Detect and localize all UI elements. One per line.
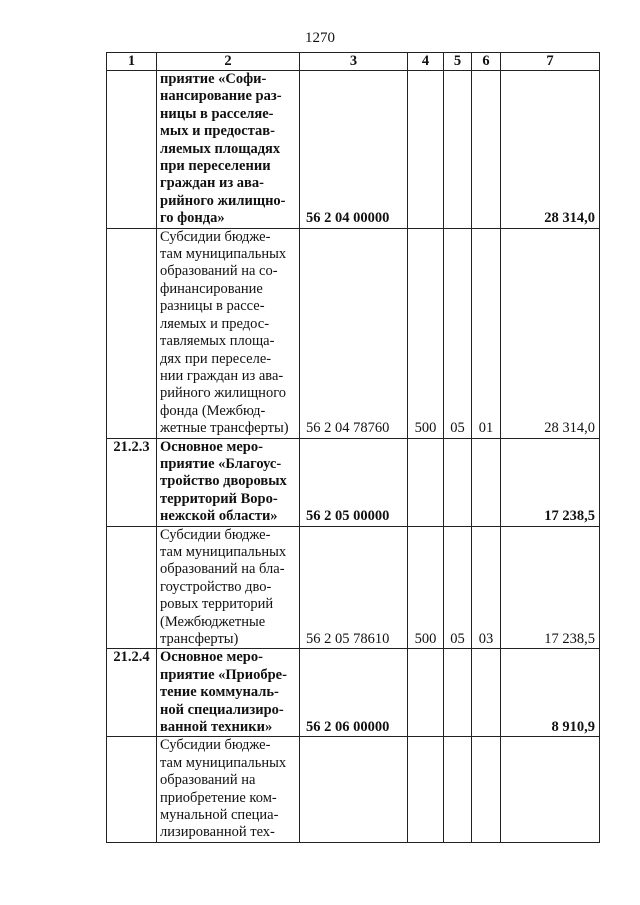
row-name-line: (Межбюджетные <box>160 613 266 630</box>
row-name-line: Основное меро- <box>160 649 263 666</box>
row-name-cell <box>157 737 300 842</box>
row-name-line: нежской области» <box>160 508 278 525</box>
row-name-line: фонда (Межбюд- <box>160 402 266 419</box>
header-col-3: 3 <box>300 53 408 71</box>
row-name-line: ной специализиро- <box>160 701 284 718</box>
row-name-line: лизированной тех- <box>160 824 275 841</box>
row-number-cell <box>107 737 157 842</box>
row-col4-cell <box>408 438 444 526</box>
row-code-cell: 56 2 06 00000 <box>300 649 408 737</box>
row-name-line: приятие «Благоус- <box>160 455 282 472</box>
row-name-line: при переселении <box>160 158 271 175</box>
row-name-line: граждан из ава- <box>160 175 264 192</box>
row-name-cell <box>157 71 300 229</box>
row-col5-cell <box>444 737 472 842</box>
row-name-line: ванной техники» <box>160 719 273 736</box>
table-body <box>107 71 600 843</box>
row-name-line: мых и предостав- <box>160 123 275 140</box>
row-name-line: тение коммуналь- <box>160 684 279 701</box>
row-col4-cell <box>408 649 444 737</box>
row-name-line: там муниципальных <box>160 246 287 263</box>
row-sum-cell: 28 314,0 <box>501 228 600 438</box>
row-code-cell: 56 2 04 78760 <box>300 228 408 438</box>
table-row <box>107 737 600 842</box>
row-name-line: нии граждан из ава- <box>160 367 284 384</box>
table-row <box>107 71 600 229</box>
page-number: 1270 <box>305 30 335 46</box>
row-name-line: го фонда» <box>160 210 225 227</box>
row-sum-cell: 17 238,5 <box>501 526 600 649</box>
row-name-line: образований на со- <box>160 263 278 280</box>
row-col6-cell <box>472 649 501 737</box>
row-col5-cell <box>444 71 472 229</box>
row-name-line: разницы в рассе- <box>160 298 265 315</box>
row-name-cell <box>157 526 300 649</box>
header-col-4: 4 <box>408 53 444 71</box>
header-col-7: 7 <box>501 53 600 71</box>
row-name-line: Субсидии бюдже- <box>160 228 271 245</box>
row-number-cell: 21.2.3 <box>107 438 157 526</box>
row-name-line: тавляемых площа- <box>160 333 275 350</box>
row-name-line: образований на бла- <box>160 561 285 578</box>
row-name-line: ляемых и предос- <box>160 315 270 332</box>
row-name-line: территорий Воро- <box>160 490 278 507</box>
row-name-line: Субсидии бюдже- <box>160 737 271 754</box>
table-row <box>107 438 600 526</box>
row-col6-cell <box>472 737 501 842</box>
row-name-line: нансирование раз- <box>160 88 282 105</box>
row-col5-cell <box>444 649 472 737</box>
row-name-line: там муниципальных <box>160 754 287 771</box>
table-row <box>107 649 600 737</box>
row-code-cell: 56 2 04 00000 <box>300 71 408 229</box>
header-col-2: 2 <box>157 53 300 71</box>
row-name-line: тройство дворовых <box>160 473 287 490</box>
row-name-cell <box>157 649 300 737</box>
row-name-line: жетные трансферты) <box>160 420 289 437</box>
row-name-line: ницы в расселяе- <box>160 105 274 122</box>
row-name-line: финансирование <box>160 280 263 297</box>
row-name-line: мунальной специа- <box>160 807 279 824</box>
row-name-line: образований на <box>160 772 256 789</box>
row-name-line: Субсидии бюдже- <box>160 526 271 543</box>
row-name-line: рийного жилищно- <box>160 192 286 209</box>
row-col6-cell <box>472 71 501 229</box>
row-sum-cell: 17 238,5 <box>501 438 600 526</box>
row-name-line: рийного жилищного <box>160 385 287 402</box>
row-col4-cell: 500 <box>408 228 444 438</box>
row-name-line: дях при переселе- <box>160 350 272 367</box>
row-name-line: приятие «Приобре- <box>160 666 287 683</box>
row-name-line: ровых территорий <box>160 596 274 613</box>
header-row <box>107 53 600 71</box>
row-sum-cell: 8 910,9 <box>501 649 600 737</box>
row-col4-cell <box>408 737 444 842</box>
row-code-cell: 56 2 05 00000 <box>300 438 408 526</box>
row-name-line: гоустройство дво- <box>160 578 272 595</box>
row-col4-cell: 500 <box>408 526 444 649</box>
row-number-cell <box>107 228 157 438</box>
row-number-cell <box>107 71 157 229</box>
row-col6-cell: 03 <box>472 526 501 649</box>
row-number-cell <box>107 526 157 649</box>
header-col-6: 6 <box>472 53 501 71</box>
row-name-line: там муниципальных <box>160 543 287 560</box>
row-code-cell <box>300 737 408 842</box>
row-code-cell: 56 2 05 78610 <box>300 526 408 649</box>
table-row <box>107 228 600 438</box>
table-row <box>107 526 600 649</box>
row-name-line: Основное меро- <box>160 438 263 455</box>
row-sum-cell <box>501 737 600 842</box>
row-name-cell <box>157 228 300 438</box>
row-col5-cell <box>444 438 472 526</box>
row-name-line: трансферты) <box>160 631 239 647</box>
budget-table <box>106 52 600 843</box>
row-name-line: ляемых площадях <box>160 140 281 157</box>
row-col6-cell <box>472 438 501 526</box>
header-col-5: 5 <box>444 53 472 71</box>
row-number-cell: 21.2.4 <box>107 649 157 737</box>
row-sum-cell: 28 314,0 <box>501 71 600 229</box>
header-col-1: 1 <box>107 53 157 71</box>
row-name-line: приобретение ком- <box>160 789 277 806</box>
row-col5-cell: 05 <box>444 228 472 438</box>
row-col6-cell: 01 <box>472 228 501 438</box>
row-col4-cell <box>408 71 444 229</box>
row-name-cell <box>157 438 300 526</box>
row-name-line: приятие «Софи- <box>160 71 267 87</box>
row-col5-cell: 05 <box>444 526 472 649</box>
